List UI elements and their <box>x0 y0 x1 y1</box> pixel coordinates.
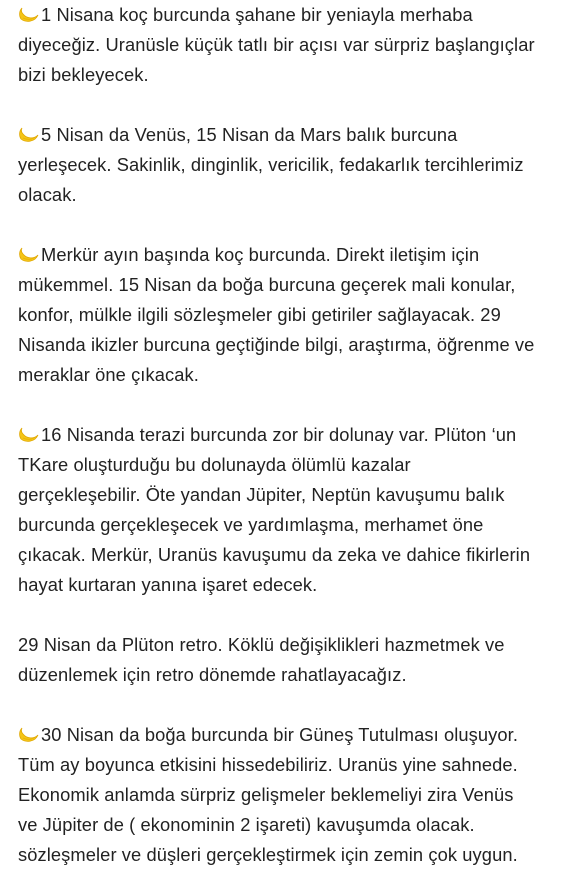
text-line <box>18 780 584 810</box>
text-content: mükemmel. 15 Nisan da boğa burcuna geçerek mali konular, <box>18 274 516 295</box>
text-line <box>18 660 584 690</box>
text-line <box>18 300 584 330</box>
text-line <box>18 630 584 660</box>
text-line <box>18 720 584 750</box>
text-content: yerleşecek. Sakinlik, dinginlik, vericilik, fedakarlık tercihlerimiz <box>18 154 524 175</box>
text-line <box>18 0 584 30</box>
paragraph <box>18 420 584 600</box>
crescent-moon-icon <box>18 724 40 744</box>
text-line <box>18 810 584 840</box>
crescent-moon-icon <box>18 244 40 264</box>
text-line <box>18 540 584 570</box>
text-line <box>18 570 584 600</box>
text-content: Nisanda ikizler burcuna geçtiğinde bilgi, araştırma, öğrenme ve <box>18 334 535 355</box>
text-line <box>18 180 584 210</box>
text-content: hayat kurtaran yanına işaret edecek. <box>18 574 318 595</box>
text-content: düzenlemek için retro dönemde rahatlayacağız. <box>18 664 407 685</box>
text-content: olacak. <box>18 184 77 205</box>
text-content: sözleşmeler ve düşleri gerçekleştirmek için zemin çok uygun. <box>18 844 518 865</box>
text-line <box>18 30 584 60</box>
text-content: Tüm ay boyunca etkisini hissedebiliriz. Uranüs yine sahnede. <box>18 754 518 775</box>
text-content: 16 Nisanda terazi burcunda zor bir dolunay var. Plüton ‘un <box>41 424 517 445</box>
text-line <box>18 510 584 540</box>
paragraph <box>18 120 584 210</box>
text-line <box>18 60 584 90</box>
paragraph <box>18 240 584 390</box>
text-content: diyeceğiz. Uranüsle küçük tatlı bir açısı var sürpriz başlangıçlar <box>18 34 535 55</box>
text-line <box>18 270 584 300</box>
text-line <box>18 360 584 390</box>
text-content: burcunda gerçekleşecek ve yardımlaşma, merhamet öne <box>18 514 484 535</box>
text-content: ve Jüpiter de ( ekonominin 2 işareti) kavuşumda olacak. <box>18 814 475 835</box>
text-line <box>18 240 584 270</box>
text-content: 5 Nisan da Venüs, 15 Nisan da Mars balık burcuna <box>41 124 458 145</box>
text-content: bizi bekleyecek. <box>18 64 149 85</box>
text-content: Merkür ayın başında koç burcunda. Direkt iletişim için <box>41 244 480 265</box>
text-line <box>18 420 584 450</box>
text-content: konfor, mülkle ilgili sözleşmeler gibi getiriler sağlayacak. 29 <box>18 304 501 325</box>
crescent-moon-icon <box>18 4 40 24</box>
text-line <box>18 330 584 360</box>
text-content: 29 Nisan da Plüton retro. Köklü değişiklikleri hazmetmek ve <box>18 634 505 655</box>
text-content: Ekonomik anlamda sürpriz gelişmeler beklemeliyi zira Venüs <box>18 784 514 805</box>
text-content: 30 Nisan da boğa burcunda bir Güneş Tutulması oluşuyor. <box>41 724 519 745</box>
text-line <box>18 750 584 780</box>
text-line <box>18 150 584 180</box>
paragraph <box>18 720 584 870</box>
crescent-moon-icon <box>18 424 40 444</box>
text-line <box>18 120 584 150</box>
text-content: TKare oluşturduğu bu dolunayda ölümlü kazalar <box>18 454 411 475</box>
crescent-moon-icon <box>18 124 40 144</box>
post-body <box>18 0 584 870</box>
text-content: meraklar öne çıkacak. <box>18 364 199 385</box>
text-content: gerçekleşebilir. Öte yandan Jüpiter, Neptün kavuşumu balık <box>18 484 505 505</box>
text-content: çıkacak. Merkür, Uranüs kavuşumu da zeka ve dahice fikirlerin <box>18 544 531 565</box>
text-content: 1 Nisana koç burcunda şahane bir yeniayla merhaba <box>41 4 473 25</box>
text-line <box>18 840 584 870</box>
text-line <box>18 450 584 480</box>
text-line <box>18 480 584 510</box>
paragraph <box>18 0 584 90</box>
paragraph <box>18 630 584 690</box>
